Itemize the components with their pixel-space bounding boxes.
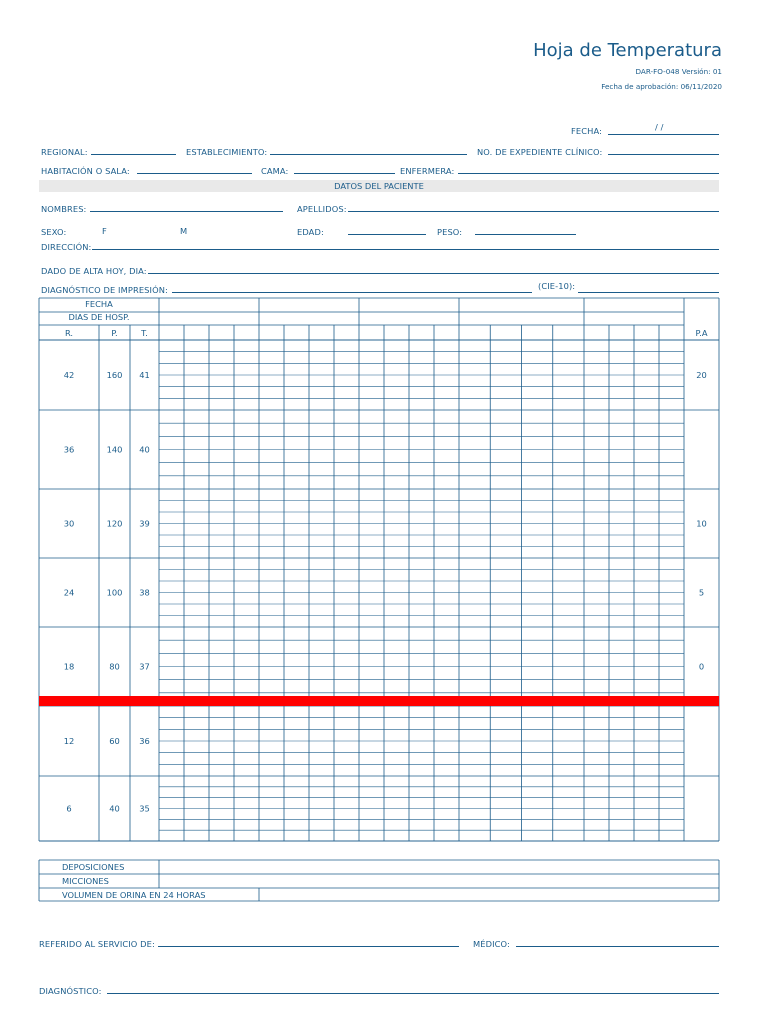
col-p-header: P. [111,328,118,338]
pulse-value: 140 [106,444,123,455]
pulse-value: 160 [106,370,123,380]
enfermera-label: ENFERMERA: [400,166,455,176]
resp-value: 6 [66,803,72,814]
deposiciones-label: DEPOSICIONES [62,862,125,872]
col-r-header: R. [64,328,74,338]
pulse-value: 40 [109,803,120,814]
resp-value: 12 [63,736,75,746]
resp-value: 24 [63,587,75,598]
sexo-m-option[interactable]: M [180,226,188,236]
peso-label: PESO: [437,227,463,237]
sexo-label: SEXO: [41,227,67,237]
pulse-value: 100 [106,587,123,598]
fecha-header: FECHA [85,299,113,309]
medico-label: MÉDICO: [473,939,510,949]
regional-label: REGIONAL: [41,147,88,157]
cie-label: (CIE-10): [538,281,576,291]
diagnostico-label: DIAGNÓSTICO: [39,986,102,996]
temp-value: 38 [139,587,150,598]
apellidos-label: APELLIDOS: [297,204,347,214]
alta-label: DADO DE ALTA HOY, DIA: [41,266,147,276]
temp-value: 41 [139,370,150,380]
direccion-label: DIRECCIÓN: [41,242,92,252]
resp-value: 18 [63,661,75,672]
pa-value: 20 [696,370,707,380]
fecha-label: FECHA: [571,126,602,136]
habitacion-label: HABITACIÓN O SALA: [41,166,130,176]
resp-value: 36 [63,444,75,455]
pulse-value: 120 [106,518,123,529]
pa-value: 5 [698,587,705,598]
micciones-label: MICCIONES [62,876,109,886]
pulse-value: 60 [109,736,120,746]
sexo-f-option[interactable]: F [102,226,107,236]
pa-value: 0 [698,661,705,672]
medico-field[interactable] [516,946,719,947]
temp-value: 35 [139,803,150,814]
document-title: Hoja de Temperatura [533,40,722,61]
temp-value: 39 [139,518,150,529]
diagnostico-field[interactable] [107,993,719,994]
referido-label: REFERIDO AL SERVICIO DE: [39,939,155,949]
document-code: DAR-FO-048 Versión: 01 [635,67,722,76]
cama-label: CAMA: [261,166,289,176]
fecha-slashes: / / [655,122,664,132]
diagnostico-impresion-label: DIAGNÓSTICO DE IMPRESIÓN: [41,285,168,295]
pulse-value: 80 [109,661,120,672]
resp-value: 42 [63,370,75,380]
approval-date: Fecha de aprobación: 06/11/2020 [601,82,722,91]
temp-value: 40 [139,444,150,455]
pa-value: 10 [696,518,707,529]
edad-label: EDAD: [297,227,324,237]
volumen-label: VOLUMEN DE ORINA EN 24 HORAS [62,890,206,900]
temp-value: 36 [139,736,150,746]
expediente-label: NO. DE EXPEDIENTE CLÍNICO: [477,147,603,157]
temp-value: 37 [139,661,150,672]
col-t-header: T. [141,328,148,338]
section-title: DATOS DEL PACIENTE [334,181,424,191]
establecimiento-label: ESTABLECIMIENTO: [186,147,268,157]
dias-hosp-header: DIAS DE HOSP. [68,312,130,322]
resp-value: 30 [63,518,75,529]
nombres-label: NOMBRES: [41,204,87,214]
referido-field[interactable] [158,946,459,947]
col-pa-header: P.A [695,328,708,338]
